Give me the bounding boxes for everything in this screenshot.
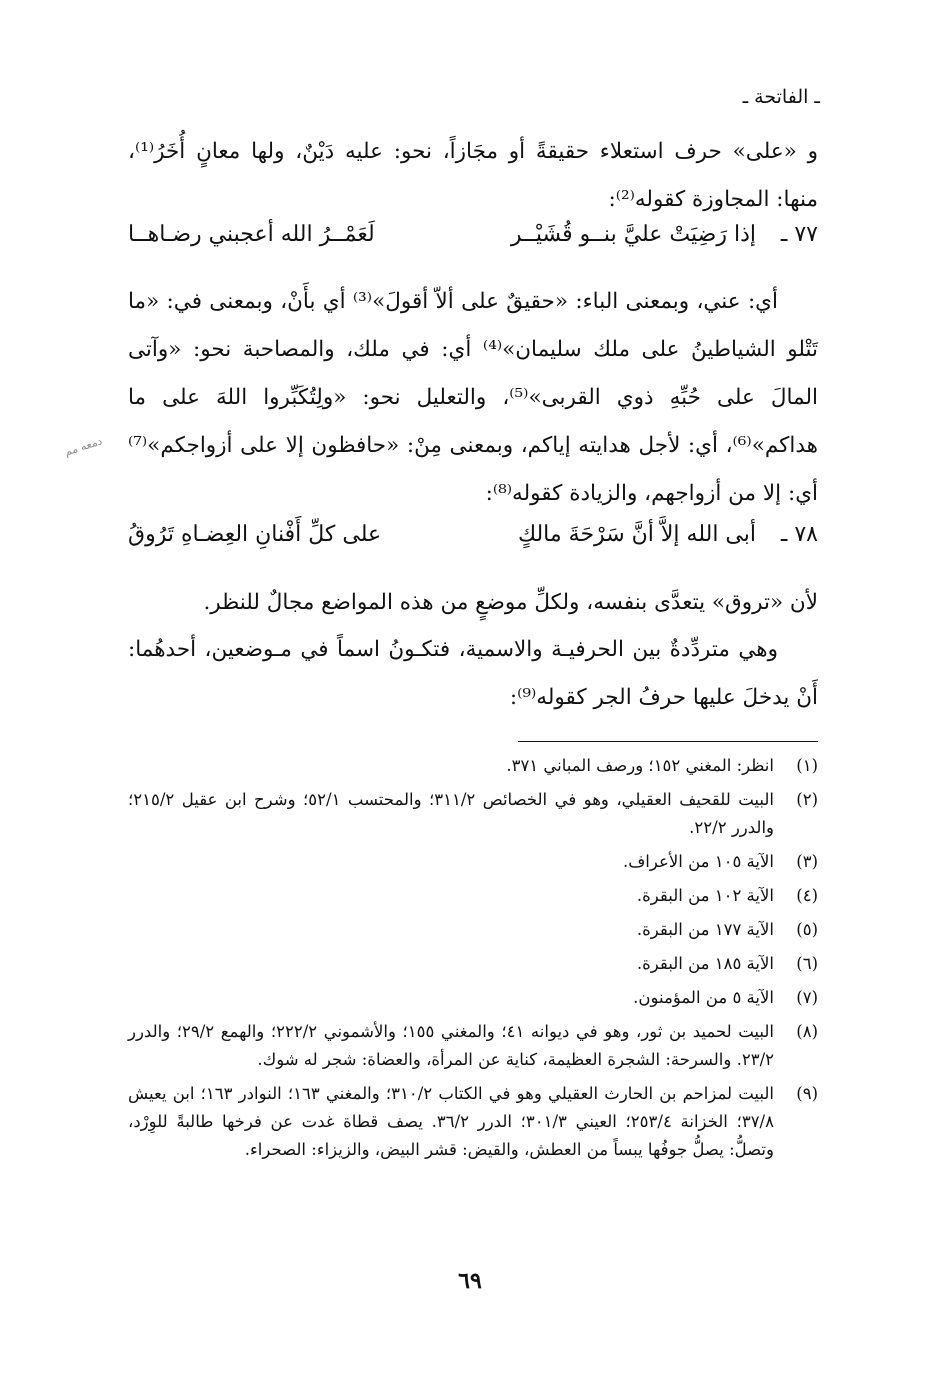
verse-hemistich-second: لَعَمْــرُ الله أعجبني رضـاهــا [128, 222, 375, 247]
footnotes-list [128, 752, 818, 1170]
footnote [128, 882, 818, 910]
footnote-text: البيت لمزاحم بن الحارث العقيلي وهو في الكتاب ٣١٠/٢؛ والمغني ١٦٣؛ النوادر ١٦٣؛ ابن يعيش ٣٧/٨؛ الخزانة ٢٥٣/٤؛ العيني ٣٠١/٣؛ الدرر ٣٦/٢. يصف قطاة غدت عن فرخها طالبةً للوِرْد، وتصلُّ: يصلُّ جوفُها يبساً من العطش، والقيض: قشر البيض، والزيزاء: الصحراء. [128, 1084, 774, 1159]
paragraph-1: و «على» حرف استعلاء حقيقةً أو مجَازاً، نحو: عليه دَيْنٌ، ولها معانٍ أُخَرُ⁽¹⁾، منها: المجاوزة كقوله⁽²⁾: [128, 139, 818, 212]
verse-hemistich-first: إذا رَضِيَتْ عليَّ بنــو قُشَيْــر [510, 222, 756, 247]
footnote [128, 950, 818, 978]
footnote [128, 984, 818, 1012]
paragraph-3: لأن «تروق» يتعدَّى بنفسه، ولكلِّ موضعٍ من هذه المواضع مجالٌ للنظر. [203, 590, 818, 615]
page-number: ٦٩ [458, 1268, 482, 1294]
footnote-text: الآية ١٨٥ من البقرة. [636, 954, 774, 973]
verse-hemistich-second: على كلِّ أَفْنانِ العِضـاهِ تَرُوقُ [128, 522, 382, 547]
paragraph-4: وهي متردِّدةٌ بين الحرفيـة والاسمية، فتكـونُ اسماً في مـوضعين، أحدهُما: أَنْ يدخلَ عليها حرفُ الجر كقوله⁽⁹⁾: [128, 637, 818, 710]
paragraph-2: أي: عني، وبمعنى الباء: «حقيقٌ على ألاّ أقولَ»⁽³⁾ أي بأَنْ، وبمعنى في: «ما تَتْلو الشياطينُ على ملك سليمان»⁽⁴⁾ أي: في ملك، والمصاحبة نحو: «وآتى المالَ على حُبِّهِ ذوي القربى»⁽⁵⁾، والتعليل نحو: «ولِتُكَبِّروا اللهَ على ما هداكم»⁽⁶⁾، أي: لأجل هدايته إياكم، وبمعنى مِنْ: «حافظون إلا على أزواجكم»⁽⁷⁾ أي: إلا من أزواجهم، والزيادة كقوله⁽⁸⁾: [128, 289, 818, 506]
footnote-text: البيت لحميد بن ثور، وهو في ديوانه ٤١؛ والمغني ١٥٥؛ والأشموني ٢٢٢/٢؛ والهمع ٢٩/٢؛ والدرر ٢٣/٢. والسرحة: الشجرة العظيمة، كناية عن المرأة، والعضاة: شجر له شوك. [128, 1022, 774, 1069]
footnote-text: البيت للقحيف العقيلي، وهو في الخصائص ٣١١/٢؛ والمحتسب ٥٢/١؛ وشرح ابن عقيل ٢١٥/٢؛ والدرر ٢٢/٢. [128, 790, 774, 837]
margin-annotation: دمعه مم [62, 434, 104, 459]
footnote [128, 1018, 818, 1074]
footnote-text: انظر: المغني ١٥٢؛ ورصف المباني ٣٧١. [506, 756, 774, 775]
footnote-number: (٩) [796, 1084, 818, 1103]
footnote-number: (٣) [796, 852, 818, 871]
verse-78 [128, 522, 818, 562]
footnote [128, 786, 818, 842]
footnote [128, 1080, 818, 1164]
verse-hemistich-first: أبى الله إلاَّ أنَّ سَرْحَةَ مالكٍ [517, 522, 756, 547]
running-title: ـ الفاتحة ـ [742, 86, 820, 108]
verse-number: ٧٨ ـ [780, 522, 818, 547]
footnote-separator [518, 741, 818, 742]
footnote [128, 848, 818, 876]
footnote-number: (١) [796, 756, 818, 775]
footnote-text: الآية ١٠٥ من الأعراف. [622, 852, 774, 871]
footnote-number: (٤) [796, 886, 818, 905]
verse-number: ٧٧ ـ [780, 222, 818, 247]
footnote-text: الآية ١٧٧ من البقرة. [636, 920, 774, 939]
footnote [128, 752, 818, 780]
footnote-number: (٢) [796, 790, 818, 809]
footnote-number: (٦) [796, 954, 818, 973]
footnote-number: (٥) [796, 920, 818, 939]
footnote-text: الآية ٥ من المؤمنون. [633, 988, 774, 1007]
footnote [128, 916, 818, 944]
footnote-text: الآية ١٠٢ من البقرة. [636, 886, 774, 905]
verse-77 [128, 222, 818, 262]
footnote-number: (٧) [796, 988, 818, 1007]
footnote-number: (٨) [796, 1022, 818, 1041]
